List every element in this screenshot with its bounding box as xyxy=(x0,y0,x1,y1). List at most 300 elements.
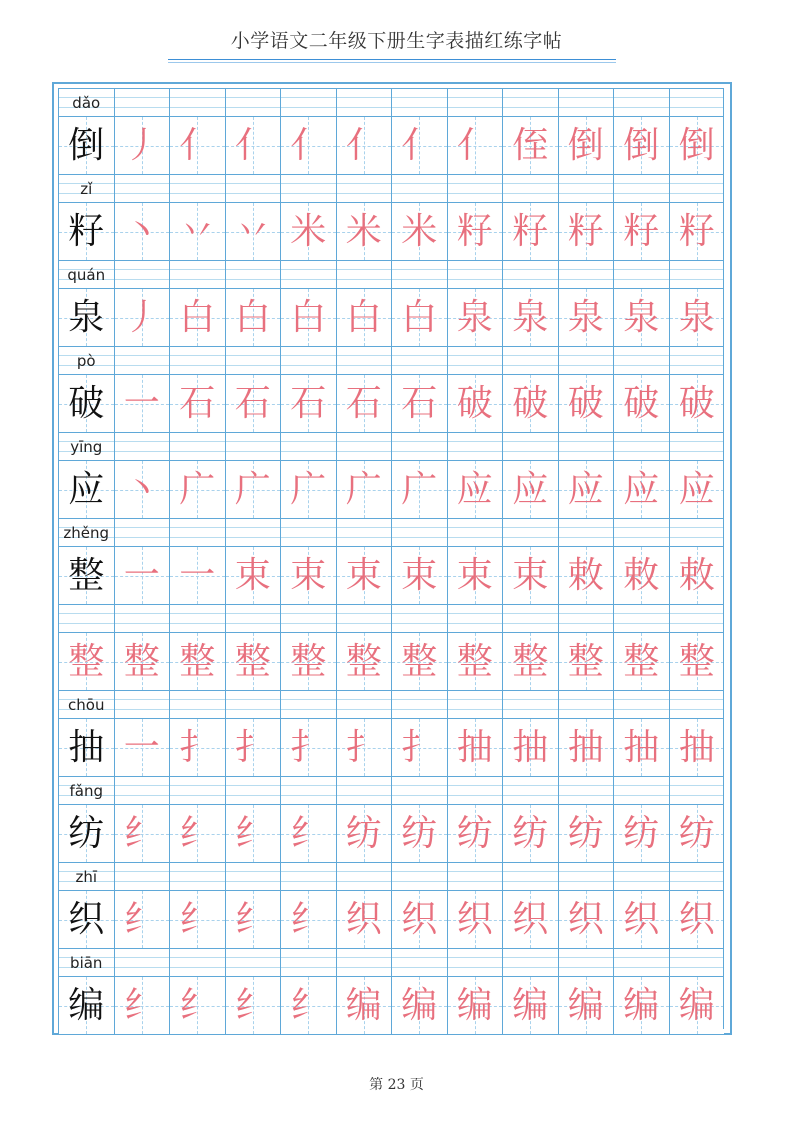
trace-character: 破 xyxy=(623,383,660,424)
trace-character: 编 xyxy=(623,985,660,1026)
pinyin-cell xyxy=(114,88,170,116)
pinyin-cell xyxy=(58,690,114,718)
practice-square xyxy=(669,374,725,432)
pinyin-label: yīng xyxy=(70,438,103,456)
practice-square xyxy=(391,374,447,432)
practice-square xyxy=(169,632,225,690)
pinyin-cell xyxy=(558,346,614,374)
sheet-title: 小学语文二年级下册生字表描红练字帖 xyxy=(230,30,563,52)
pinyin-cell xyxy=(114,346,170,374)
trace-character: 纺 xyxy=(678,813,715,854)
trace-character: 一 xyxy=(123,727,160,768)
pinyin-cell xyxy=(280,174,336,202)
trace-character: 泉 xyxy=(623,297,660,338)
pinyin-cell xyxy=(114,260,170,288)
pinyin-cell xyxy=(613,518,669,546)
practice-square xyxy=(336,546,392,604)
trace-character: 广 xyxy=(179,469,216,510)
pinyin-cell xyxy=(613,604,669,632)
practice-square xyxy=(58,116,114,174)
trace-character: 纺 xyxy=(512,813,549,854)
practice-square xyxy=(280,288,336,346)
trace-character: 整 xyxy=(234,641,271,682)
trace-character: 白 xyxy=(401,297,438,338)
pinyin-cell xyxy=(558,862,614,890)
trace-character: 扌 xyxy=(345,727,382,768)
trace-character: 丿 xyxy=(123,297,160,338)
pinyin-cell xyxy=(169,174,225,202)
practice-square xyxy=(225,804,281,862)
model-character: 织 xyxy=(68,899,105,940)
trace-character: 束 xyxy=(290,555,327,596)
trace-character: 编 xyxy=(678,985,715,1026)
trace-character: 广 xyxy=(234,469,271,510)
trace-character: 亻 xyxy=(345,125,382,166)
practice-square xyxy=(114,374,170,432)
practice-square xyxy=(336,890,392,948)
pinyin-cell xyxy=(391,88,447,116)
pinyin-cell xyxy=(669,776,725,804)
pinyin-cell xyxy=(336,346,392,374)
pinyin-cell xyxy=(502,690,558,718)
pinyin-row xyxy=(58,346,724,374)
practice-square xyxy=(58,288,114,346)
practice-square xyxy=(558,890,614,948)
pinyin-row xyxy=(58,518,724,546)
trace-character: 织 xyxy=(401,899,438,940)
trace-character: 束 xyxy=(345,555,382,596)
practice-square xyxy=(613,116,669,174)
model-character: 籽 xyxy=(68,211,105,252)
pinyin-cell xyxy=(114,690,170,718)
pinyin-cell xyxy=(225,88,281,116)
pinyin-label: zhěng xyxy=(63,524,110,542)
practice-square xyxy=(613,804,669,862)
trace-character: 敕 xyxy=(678,555,715,596)
pinyin-cell xyxy=(336,260,392,288)
pinyin-cell xyxy=(447,518,503,546)
practice-square xyxy=(280,374,336,432)
pinyin-cell xyxy=(58,862,114,890)
pinyin-cell xyxy=(280,88,336,116)
practice-square xyxy=(391,804,447,862)
pinyin-cell xyxy=(391,346,447,374)
pinyin-cell xyxy=(114,604,170,632)
trace-character: 织 xyxy=(345,899,382,940)
trace-character: 白 xyxy=(345,297,382,338)
pinyin-cell xyxy=(280,776,336,804)
practice-grid xyxy=(58,88,724,1029)
pinyin-cell xyxy=(58,604,114,632)
pinyin-cell xyxy=(280,948,336,976)
practice-square xyxy=(558,374,614,432)
practice-square xyxy=(280,460,336,518)
trace-character: 籽 xyxy=(567,211,604,252)
trace-character: 整 xyxy=(345,641,382,682)
pinyin-cell xyxy=(114,862,170,890)
trace-character: 石 xyxy=(179,383,216,424)
practice-square xyxy=(502,546,558,604)
practice-square xyxy=(336,460,392,518)
character-row xyxy=(58,374,724,432)
trace-character: 亻 xyxy=(234,125,271,166)
pinyin-cell xyxy=(169,518,225,546)
practice-square xyxy=(225,116,281,174)
trace-character: 纺 xyxy=(623,813,660,854)
pinyin-cell xyxy=(669,518,725,546)
trace-character: 丶 xyxy=(123,211,160,252)
pinyin-cell xyxy=(558,948,614,976)
pinyin-cell xyxy=(447,174,503,202)
pinyin-cell xyxy=(280,260,336,288)
trace-character: 束 xyxy=(234,555,271,596)
pinyin-cell xyxy=(502,948,558,976)
practice-square xyxy=(613,546,669,604)
pinyin-cell xyxy=(225,174,281,202)
model-character: 破 xyxy=(68,383,105,424)
pinyin-cell xyxy=(502,346,558,374)
pinyin-row xyxy=(58,948,724,976)
pinyin-cell xyxy=(669,432,725,460)
pinyin-cell xyxy=(169,346,225,374)
practice-square xyxy=(336,116,392,174)
practice-square xyxy=(502,718,558,776)
pinyin-cell xyxy=(58,174,114,202)
practice-square xyxy=(114,632,170,690)
practice-square xyxy=(114,718,170,776)
trace-character: 织 xyxy=(512,899,549,940)
pinyin-label: zhī xyxy=(75,868,98,886)
trace-character: 倒 xyxy=(678,125,715,166)
pinyin-cell xyxy=(280,432,336,460)
pinyin-cell xyxy=(225,776,281,804)
practice-square xyxy=(169,202,225,260)
character-row xyxy=(58,202,724,260)
practice-square xyxy=(391,890,447,948)
practice-square xyxy=(336,374,392,432)
pinyin-cell xyxy=(58,88,114,116)
practice-square xyxy=(169,804,225,862)
practice-square xyxy=(114,976,170,1034)
pinyin-cell xyxy=(169,260,225,288)
trace-character: 织 xyxy=(567,899,604,940)
pinyin-cell xyxy=(391,862,447,890)
pinyin-cell xyxy=(58,518,114,546)
practice-square xyxy=(336,632,392,690)
practice-square xyxy=(391,976,447,1034)
pinyin-cell xyxy=(225,518,281,546)
pinyin-cell xyxy=(447,862,503,890)
pinyin-cell xyxy=(391,776,447,804)
pinyin-row xyxy=(58,432,724,460)
trace-character: 纟 xyxy=(290,899,327,940)
pinyin-cell xyxy=(169,948,225,976)
practice-square xyxy=(447,288,503,346)
trace-character: 籽 xyxy=(678,211,715,252)
trace-character: 纟 xyxy=(179,899,216,940)
trace-character: 抽 xyxy=(678,727,715,768)
practice-square xyxy=(280,632,336,690)
character-row xyxy=(58,288,724,346)
practice-square xyxy=(336,718,392,776)
practice-square xyxy=(336,288,392,346)
practice-square xyxy=(391,546,447,604)
pinyin-cell xyxy=(613,432,669,460)
pinyin-cell xyxy=(336,518,392,546)
trace-character: 米 xyxy=(290,211,327,252)
page-number: 第 23 页 xyxy=(369,1077,424,1093)
practice-square xyxy=(225,890,281,948)
model-character: 泉 xyxy=(68,297,105,338)
pinyin-cell xyxy=(114,776,170,804)
trace-character: 应 xyxy=(678,469,715,510)
pinyin-cell xyxy=(336,604,392,632)
pinyin-cell xyxy=(280,346,336,374)
trace-character: 倒 xyxy=(567,125,604,166)
trace-character: 整 xyxy=(678,641,715,682)
trace-character: 织 xyxy=(623,899,660,940)
practice-square xyxy=(280,546,336,604)
pinyin-cell xyxy=(391,174,447,202)
pinyin-cell xyxy=(336,174,392,202)
pinyin-cell xyxy=(669,690,725,718)
trace-character: 一 xyxy=(179,555,216,596)
trace-character: 籽 xyxy=(512,211,549,252)
pinyin-cell xyxy=(447,346,503,374)
trace-character: 一 xyxy=(123,383,160,424)
practice-square xyxy=(669,804,725,862)
trace-character: 应 xyxy=(567,469,604,510)
pinyin-cell xyxy=(447,776,503,804)
pinyin-cell xyxy=(669,260,725,288)
practice-square xyxy=(114,460,170,518)
pinyin-row xyxy=(58,174,724,202)
trace-character: 扌 xyxy=(290,727,327,768)
pinyin-cell xyxy=(613,862,669,890)
pinyin-cell xyxy=(169,690,225,718)
practice-square xyxy=(58,546,114,604)
practice-square xyxy=(58,374,114,432)
title-underline xyxy=(168,59,616,60)
practice-square xyxy=(558,202,614,260)
trace-character: 破 xyxy=(512,383,549,424)
pinyin-cell xyxy=(225,346,281,374)
trace-character: 侄 xyxy=(512,125,549,166)
practice-square xyxy=(613,890,669,948)
pinyin-cell xyxy=(558,260,614,288)
pinyin-cell xyxy=(669,174,725,202)
trace-character: 编 xyxy=(456,985,493,1026)
model-character: 抽 xyxy=(68,727,105,768)
trace-character: 整 xyxy=(68,641,105,682)
pinyin-cell xyxy=(391,260,447,288)
trace-character: 亻 xyxy=(456,125,493,166)
trace-character: 纟 xyxy=(179,985,216,1026)
practice-square xyxy=(58,718,114,776)
trace-character: 广 xyxy=(345,469,382,510)
pinyin-label: dǎo xyxy=(72,94,101,112)
trace-character: 广 xyxy=(401,469,438,510)
trace-character: 编 xyxy=(401,985,438,1026)
pinyin-label: biān xyxy=(70,954,103,972)
pinyin-cell xyxy=(336,432,392,460)
practice-square xyxy=(58,890,114,948)
trace-character: 泉 xyxy=(512,297,549,338)
pinyin-cell xyxy=(502,776,558,804)
pinyin-cell xyxy=(558,690,614,718)
trace-character: 纺 xyxy=(567,813,604,854)
practice-square xyxy=(114,288,170,346)
practice-square xyxy=(502,374,558,432)
pinyin-cell xyxy=(613,690,669,718)
trace-character: 丷 xyxy=(179,211,216,252)
pinyin-cell xyxy=(447,432,503,460)
pinyin-cell xyxy=(502,518,558,546)
pinyin-cell xyxy=(447,260,503,288)
practice-square xyxy=(447,202,503,260)
model-character: 编 xyxy=(68,985,105,1026)
trace-character: 抽 xyxy=(456,727,493,768)
pinyin-label: fǎng xyxy=(69,782,103,800)
pinyin-cell xyxy=(669,862,725,890)
trace-character: 破 xyxy=(567,383,604,424)
practice-square xyxy=(225,546,281,604)
practice-square xyxy=(280,718,336,776)
practice-square xyxy=(391,718,447,776)
trace-character: 一 xyxy=(123,555,160,596)
practice-square xyxy=(669,116,725,174)
pinyin-cell xyxy=(169,432,225,460)
practice-square xyxy=(669,546,725,604)
pinyin-cell xyxy=(169,604,225,632)
character-row xyxy=(58,632,724,690)
practice-square xyxy=(502,116,558,174)
practice-square xyxy=(169,718,225,776)
practice-square xyxy=(225,460,281,518)
practice-square xyxy=(336,804,392,862)
trace-character: 抽 xyxy=(623,727,660,768)
practice-square xyxy=(58,976,114,1034)
practice-square xyxy=(58,460,114,518)
pinyin-cell xyxy=(280,862,336,890)
trace-character: 破 xyxy=(456,383,493,424)
pinyin-cell xyxy=(225,862,281,890)
practice-square xyxy=(558,632,614,690)
practice-square xyxy=(169,546,225,604)
trace-character: 纟 xyxy=(123,813,160,854)
practice-square xyxy=(336,976,392,1034)
pinyin-cell xyxy=(169,776,225,804)
practice-square xyxy=(114,116,170,174)
practice-square xyxy=(558,460,614,518)
trace-character: 纺 xyxy=(345,813,382,854)
practice-square xyxy=(280,976,336,1034)
pinyin-cell xyxy=(558,88,614,116)
pinyin-row xyxy=(58,260,724,288)
practice-square xyxy=(669,890,725,948)
practice-square xyxy=(447,718,503,776)
pinyin-cell xyxy=(280,604,336,632)
pinyin-cell xyxy=(58,948,114,976)
pinyin-cell xyxy=(336,862,392,890)
trace-character: 泉 xyxy=(678,297,715,338)
practice-square xyxy=(114,202,170,260)
pinyin-row xyxy=(58,776,724,804)
pinyin-cell xyxy=(391,518,447,546)
practice-square xyxy=(558,804,614,862)
character-row xyxy=(58,890,724,948)
character-row xyxy=(58,116,724,174)
trace-character: 石 xyxy=(401,383,438,424)
practice-square xyxy=(502,288,558,346)
pinyin-cell xyxy=(669,88,725,116)
pinyin-cell xyxy=(558,518,614,546)
pinyin-label: chōu xyxy=(68,696,105,714)
practice-square xyxy=(391,202,447,260)
pinyin-cell xyxy=(225,690,281,718)
trace-character: 整 xyxy=(179,641,216,682)
trace-character: 石 xyxy=(234,383,271,424)
pinyin-cell xyxy=(447,948,503,976)
trace-character: 抽 xyxy=(512,727,549,768)
practice-square xyxy=(114,804,170,862)
pinyin-cell xyxy=(502,174,558,202)
practice-square xyxy=(169,116,225,174)
trace-character: 扌 xyxy=(179,727,216,768)
practice-square xyxy=(669,460,725,518)
pinyin-cell xyxy=(336,776,392,804)
trace-character: 编 xyxy=(567,985,604,1026)
practice-square xyxy=(391,632,447,690)
trace-character: 纟 xyxy=(234,899,271,940)
trace-character: 石 xyxy=(290,383,327,424)
pinyin-cell xyxy=(391,948,447,976)
trace-character: 纟 xyxy=(123,985,160,1026)
practice-square xyxy=(391,460,447,518)
trace-character: 整 xyxy=(512,641,549,682)
trace-character: 纟 xyxy=(290,985,327,1026)
title-underline-secondary xyxy=(168,62,616,63)
pinyin-row xyxy=(58,690,724,718)
trace-character: 束 xyxy=(456,555,493,596)
practice-square xyxy=(225,632,281,690)
pinyin-cell xyxy=(114,174,170,202)
pinyin-cell xyxy=(613,174,669,202)
pinyin-cell xyxy=(280,690,336,718)
practice-square xyxy=(169,288,225,346)
pinyin-cell xyxy=(613,260,669,288)
trace-character: 米 xyxy=(345,211,382,252)
practice-square xyxy=(502,202,558,260)
practice-square xyxy=(391,288,447,346)
practice-square xyxy=(669,288,725,346)
pinyin-cell xyxy=(502,88,558,116)
practice-square xyxy=(613,374,669,432)
practice-square xyxy=(558,116,614,174)
pinyin-cell xyxy=(114,518,170,546)
pinyin-cell xyxy=(613,88,669,116)
trace-character: 白 xyxy=(290,297,327,338)
pinyin-cell xyxy=(558,776,614,804)
pinyin-row xyxy=(58,862,724,890)
practice-square xyxy=(613,460,669,518)
pinyin-cell xyxy=(114,432,170,460)
practice-square xyxy=(447,374,503,432)
trace-character: 籽 xyxy=(456,211,493,252)
pinyin-cell xyxy=(169,862,225,890)
pinyin-label: zǐ xyxy=(80,180,93,198)
practice-square xyxy=(502,460,558,518)
